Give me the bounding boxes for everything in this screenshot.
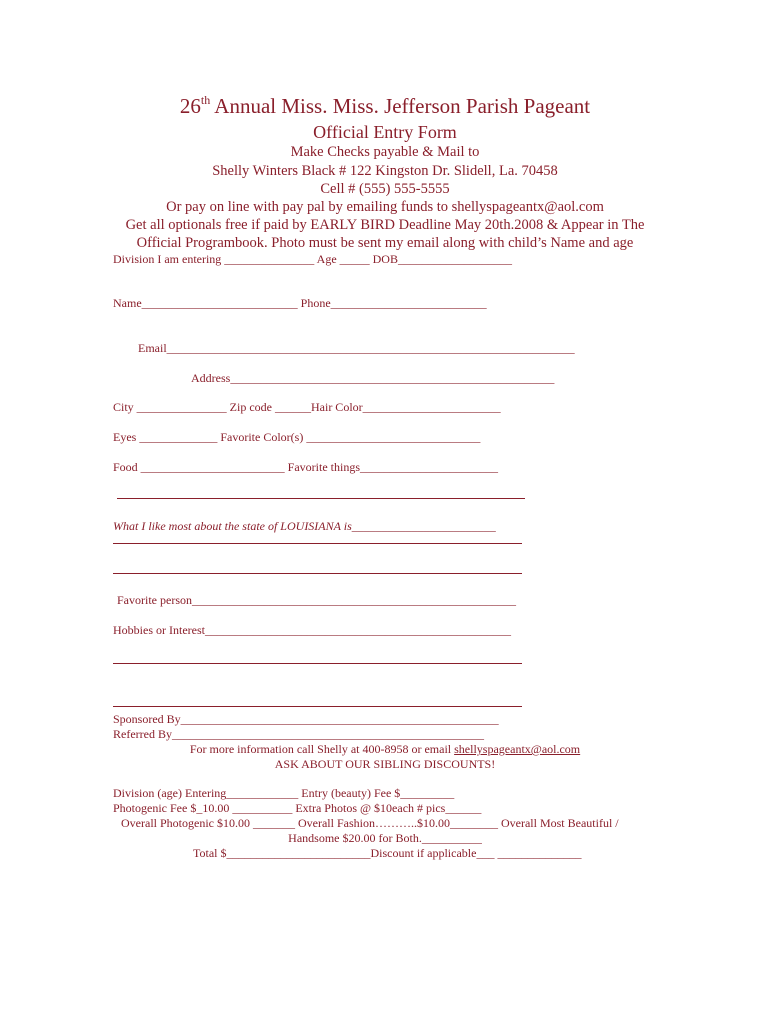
photogenic-extra-photos-field: Photogenic Fee $_10.00 __________ Extra Photos @ $10each # pics______ [113, 801, 482, 815]
blank-rule-1 [117, 498, 525, 499]
form-title [0, 94, 770, 117]
title-number: 26 [179, 94, 201, 118]
food-things-field: Food ________________________ Favorite things_______________________ [113, 460, 499, 474]
contact-text: For more information call Shelly at 400-8958 or email [189, 742, 455, 756]
sponsored-by-field: Sponsored By_____________________________________________________ [113, 712, 499, 726]
name-phone-field: Name__________________________ Phone__________________________ [113, 296, 487, 310]
blank-rule-5 [113, 706, 522, 707]
header-line-paypal: Or pay on line with pay pal by emailing funds to shellyspageantx@aol.com [166, 199, 604, 215]
overall-awards-field: Overall Photogenic $10.00 _______ Overall Fashion………..$10.00________ Overall Most Beautiful / [121, 816, 619, 830]
hobbies-field: Hobbies or Interest___________________________________________________ [113, 623, 511, 637]
header-line-early-bird: Get all optionals free if paid by EARLY BIRD Deadline May 20th.2008 & Appear in The [125, 217, 645, 233]
louisiana-field [113, 520, 496, 532]
form-subtitle: Official Entry Form [313, 122, 457, 142]
favorite-person-field: Favorite person______________________________________________________ [117, 593, 516, 607]
address-field: Address______________________________________________________ [191, 371, 555, 385]
division-age-dob-field: Division I am entering _______________ Age _____ DOB___________________ [113, 252, 512, 266]
header-line-address: Shelly Winters Black # 122 Kingston Dr. Slidell, La. 70458 [212, 163, 558, 179]
city-zip-hair-field: City _______________ Zip code ______Hair Color_______________________ [113, 400, 501, 414]
blank-rule-3 [113, 573, 522, 574]
louisiana-label: What I like most about the state of LOUISIANA is [113, 519, 352, 533]
eyes-color-field: Eyes _____________ Favorite Color(s) _____________________________ [113, 430, 481, 444]
sibling-discount-note: ASK ABOUT OUR SIBLING DISCOUNTS! [274, 757, 496, 771]
referred-by-field: Referred By____________________________________________________ [113, 727, 484, 741]
total-discount-field: Total $________________________Discount if applicable___ ______________ [193, 846, 582, 860]
title-superscript: th [200, 93, 211, 107]
blank-rule-4 [113, 663, 522, 664]
email-field: Email____________________________________________________________________ [138, 341, 575, 355]
handsome-field: Handsome $20.00 for Both.__________ [288, 831, 482, 845]
header-line-cell: Cell # (555) 555-5555 [320, 181, 450, 197]
title-main: Annual Miss. Miss. Jefferson Parish Pageant [210, 94, 591, 118]
division-entry-fee-field: Division (age) Entering____________ Entry (beauty) Fee $_________ [113, 786, 455, 800]
contact-email-link[interactable]: shellyspageantx@aol.com [454, 742, 581, 756]
header-line-programbook: Official Programbook. Photo must be sent my email along with child’s Name and age [136, 235, 634, 251]
blank-rule-2 [113, 543, 522, 544]
contact-info [0, 743, 770, 755]
louisiana-blank: ________________________ [351, 519, 496, 533]
header-line-mail: Make Checks payable & Mail to [290, 144, 480, 160]
